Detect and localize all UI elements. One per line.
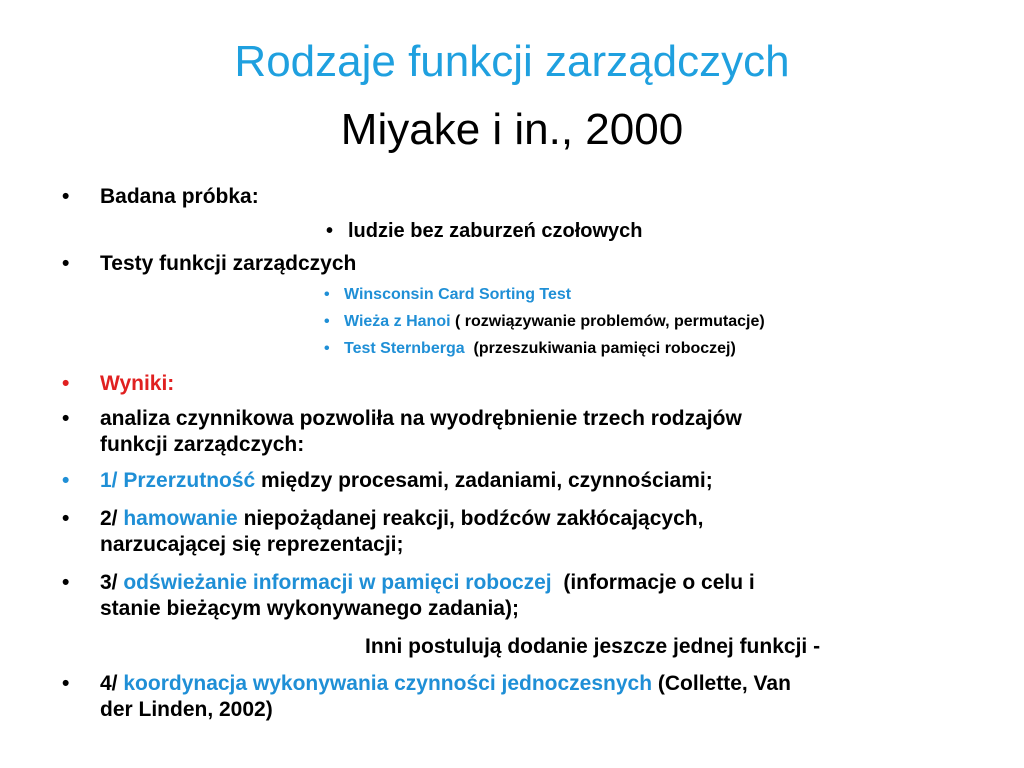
test-sternberg-note: (przeszukiwania pamięci roboczej) [464,340,736,357]
function-2-line-2: narzucającej się reprezentacji; [100,533,404,556]
bullet-test-wcst [324,284,572,306]
bullet-function-4 [62,671,791,723]
function-1-rest: między procesami, zadaniami, czynnościami; [255,469,713,492]
bullet-glyph: • [62,407,70,430]
results-heading-text: Wyniki: [100,372,175,395]
bullet-sample-detail [326,218,643,244]
function-1-key: 1/ Przerzutność [100,469,256,492]
sample-detail-text: ludzie bez zaburzeń czołowych [348,220,643,242]
bullet-glyph: • [324,286,330,303]
bullet-test-hanoi [324,311,765,333]
bullet-sample-heading [62,184,259,210]
bullet-glyph: • [62,372,70,395]
others-note: Inni postulują dodanie jeszcze jednej funkcji - [365,635,821,658]
bullet-function-3 [62,570,755,622]
tests-heading-text: Testy funkcji zarządczych [100,252,357,275]
bullet-glyph: • [324,313,330,330]
bullet-glyph: • [62,571,70,594]
slide-title: Rodzaje funkcji zarządczych [234,37,790,86]
function-3-prefix: 3/ [100,571,124,594]
analysis-line-2: funkcji zarządczych: [100,433,305,456]
bullet-analysis [62,406,742,458]
bullet-glyph: • [326,220,334,242]
bullet-glyph: • [324,340,330,357]
test-wcst-text: Winsconsin Card Sorting Test [344,286,572,303]
function-3-key: odświeżanie informacji w pamięci roboczej [123,571,552,594]
analysis-line-1: analiza czynnikowa pozwoliła na wyodrębnienie trzech rodzajów [100,407,742,430]
bullet-glyph: • [62,469,70,492]
function-4-line-2: der Linden, 2002) [100,698,273,721]
bullet-glyph: • [62,507,70,530]
bullet-function-2 [62,506,704,558]
function-3-rest: (informacje o celu i [551,571,755,594]
function-2-prefix: 2/ [100,507,124,530]
sample-heading-text: Badana próbka: [100,185,259,208]
bullet-results-heading [62,371,175,397]
test-sternberg-name: Test Sternberga [344,340,465,357]
bullet-glyph: • [62,672,70,695]
bullet-test-sternberg [324,338,736,360]
function-4-prefix: 4/ [100,672,124,695]
function-2-rest: niepożądanej reakcji, bodźców zakłócających, [237,507,704,530]
test-hanoi-name: Wieża z Hanoi [344,313,451,330]
bullet-glyph: • [62,252,70,275]
test-hanoi-note: ( rozwiązywanie problemów, permutacje) [450,313,765,330]
bullet-function-1 [62,468,713,494]
function-2-key: hamowanie [123,507,238,530]
function-3-line-2: stanie bieżącym wykonywanego zadania); [100,597,519,620]
bullet-glyph: • [62,185,70,208]
bullet-tests-heading [62,251,357,277]
slide-subtitle: Miyake i in., 2000 [340,105,684,154]
function-4-rest: (Collette, Van [652,672,791,695]
function-4-key: koordynacja wykonywania czynności jednoczesnych [123,672,653,695]
